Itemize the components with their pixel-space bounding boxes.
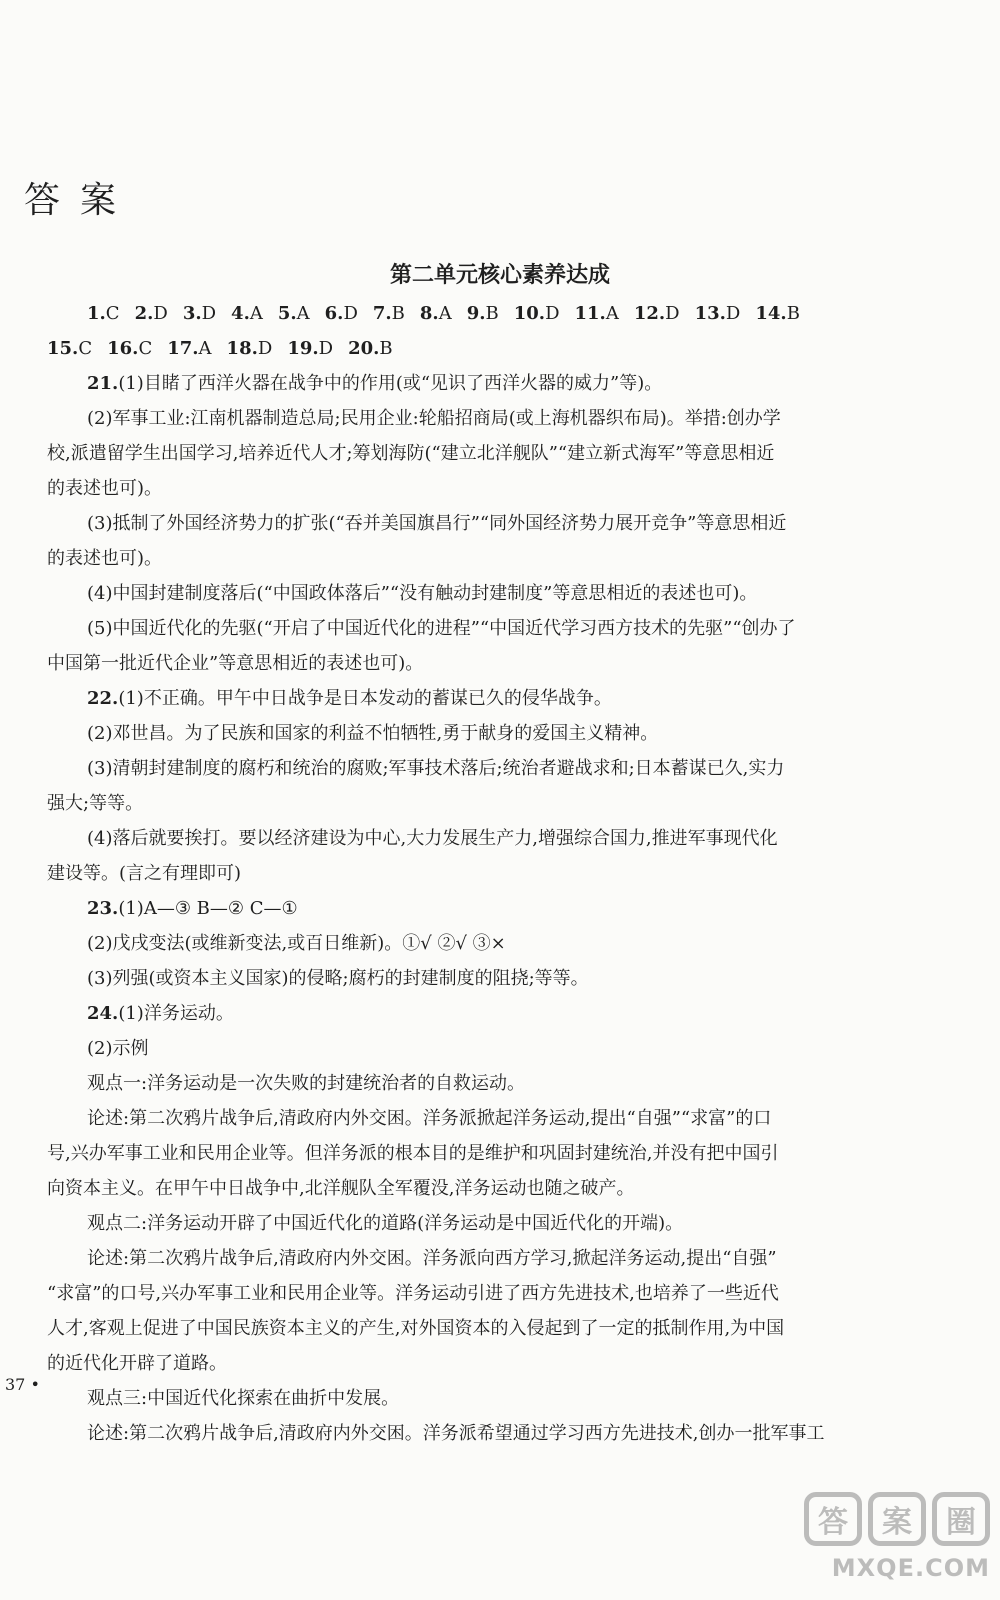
answer-letter: D [545, 303, 560, 324]
question-number: 2. [134, 303, 154, 324]
answer-content [47, 296, 913, 1451]
answer-text: 论述:第二次鸦片战争后,清政府内外交困。洋务派掀起洋务运动,提出“自强”“求富”的口 [87, 1108, 772, 1129]
answer-text: 向资本主义。在甲午中日战争中,北洋舰队全军覆没,洋务运动也随之破产。 [47, 1178, 635, 1199]
answer-line [47, 1101, 913, 1136]
question-number: 8. [419, 303, 439, 324]
choice-answer [231, 296, 263, 331]
answer-letter: D [665, 303, 680, 324]
answer-line [47, 1241, 913, 1276]
answer-letter: A [296, 303, 310, 324]
answer-text: 中国第一批近代企业”等意思相近的表述也可)。 [47, 653, 424, 674]
choice-answer [278, 296, 310, 331]
page-heading: 答案 [24, 180, 137, 221]
answer-letter: D [257, 338, 273, 359]
question-number: 16. [107, 338, 139, 359]
question-number: 10. [513, 303, 546, 324]
answer-text: 的表述也可)。 [47, 548, 163, 569]
watermark-text: MXQE.COM [831, 1554, 990, 1582]
answer-text: 的近代化开辟了道路。 [47, 1353, 227, 1374]
answer-text: (2)示例 [87, 1038, 149, 1059]
answer-letter: A [605, 303, 619, 324]
choice-answer [634, 296, 680, 331]
answer-line [47, 996, 913, 1031]
answer-line [47, 611, 913, 646]
answer-letter: A [438, 303, 452, 324]
choice-answer [420, 296, 452, 331]
choice-answers-row-1 [47, 296, 913, 331]
watermark-glyph: 案 [868, 1492, 926, 1546]
question-number: 1. [87, 303, 106, 324]
answer-line [47, 716, 913, 751]
answer-lines [47, 366, 913, 1451]
choice-answer [755, 296, 800, 331]
answer-letter: A [198, 338, 212, 359]
answer-line [47, 1311, 913, 1346]
watermark-glyphs [804, 1492, 990, 1546]
answer-line [47, 471, 913, 506]
answer-line [47, 786, 913, 821]
answer-line [47, 1136, 913, 1171]
answer-text: 校,派遣留学生出国学习,培养近代人才;筹划海防(“建立北洋舰队”“建立新式海军”等意思相近 [47, 443, 775, 464]
answer-text: 人才,客观上促进了中国民族资本主义的产生,对外国资本的入侵起到了一定的抵制作用,为中国 [47, 1318, 785, 1339]
question-number: 4. [231, 303, 250, 324]
choice-answer [514, 296, 560, 331]
question-number: 11. [574, 303, 606, 324]
page-number: 37 • [5, 1375, 40, 1394]
answer-text: (1)A—③ B—② C—① [118, 898, 298, 919]
watermark-logo [780, 1492, 990, 1582]
choice-answer [167, 331, 211, 366]
question-number: 17. [167, 338, 199, 359]
choice-answer [325, 296, 358, 331]
choice-answer [575, 296, 619, 331]
answer-text: 号,兴办军事工业和民用企业等。但洋务派的根本目的是维护和巩固封建统治,并没有把中国引 [47, 1143, 779, 1164]
answer-text: (2)军事工业:江南机器制造总局;民用企业:轮船招商局(或上海机器织布局)。举措:创办学 [87, 408, 781, 429]
answer-line [47, 681, 913, 716]
choice-answer [183, 296, 216, 331]
answer-text: 的表述也可)。 [47, 478, 163, 499]
choice-answer [87, 296, 120, 331]
answer-letter: C [105, 303, 120, 324]
answer-line [47, 1276, 913, 1311]
choice-answer [287, 331, 333, 366]
question-number: 20. [348, 338, 380, 359]
choice-answer [467, 296, 499, 331]
answer-line [47, 856, 913, 891]
answer-text: (3)抵制了外国经济势力的扩张(“吞并美国旗昌行”“同外国经济势力展开竞争”等意思相近 [87, 513, 787, 534]
answer-line [47, 401, 913, 436]
choice-answer [135, 296, 168, 331]
question-number: 6. [324, 303, 344, 324]
answer-letter: A [249, 303, 263, 324]
answer-text: (2)邓世昌。为了民族和国家的利益不怕牺牲,勇于献身的爱国主义精神。 [87, 723, 659, 744]
question-number: 3. [182, 303, 202, 324]
section-title: 第二单元核心素养达成 [389, 263, 610, 288]
question-number: 22. [87, 688, 119, 709]
question-number: 19. [287, 338, 319, 359]
answer-line [47, 576, 913, 611]
answer-line [47, 891, 913, 926]
watermark-glyph: 圈 [932, 1492, 990, 1546]
answer-letter: D [318, 338, 334, 359]
answer-text: 观点一:洋务运动是一次失败的封建统治者的自救运动。 [87, 1073, 526, 1094]
answer-text: (1)目睹了西洋火器在战争中的作用(或“见识了西洋火器的威力”等)。 [118, 373, 663, 394]
answer-line [47, 646, 913, 681]
answer-text: 论述:第二次鸦片战争后,清政府内外交困。洋务派希望通过学习西方先进技术,创办一批军事工 [87, 1423, 825, 1444]
answer-line [47, 961, 913, 996]
answer-line [47, 541, 913, 576]
answer-text: 观点二:洋务运动开辟了中国近代化的道路(洋务运动是中国近代化的开端)。 [87, 1213, 684, 1234]
choice-answer [373, 296, 405, 331]
answer-text: (3)列强(或资本主义国家)的侵略;腐朽的封建制度的阻挠;等等。 [87, 968, 589, 989]
answer-letter: D [153, 303, 168, 324]
answer-line [47, 1381, 913, 1416]
watermark-glyph: 答 [804, 1492, 862, 1546]
answer-text: (1)不正确。甲午中日战争是日本发动的蓄谋已久的侵华战争。 [118, 688, 612, 709]
answer-line [47, 366, 913, 401]
question-number: 13. [694, 303, 726, 324]
answer-line [47, 1066, 913, 1101]
answer-text: (2)戊戌变法(或维新变法,或百日维新)。①√ ②√ ③× [87, 933, 506, 954]
answer-line [47, 1031, 913, 1066]
answer-text: 观点三:中国近代化探索在曲折中发展。 [87, 1388, 400, 1409]
answer-line [47, 506, 913, 541]
answer-text: 建设等。(言之有理即可) [47, 863, 242, 884]
answer-letter: C [78, 338, 93, 359]
question-number: 24. [87, 1003, 119, 1024]
answer-text: 论述:第二次鸦片战争后,清政府内外交困。洋务派向西方学习,掀起洋务运动,提出“自强” [87, 1248, 777, 1269]
question-number: 15. [47, 338, 79, 359]
choice-answer [348, 331, 393, 366]
answer-text: (4)中国封建制度落后(“中国政体落后”“没有触动封建制度”等意思相近的表述也可)。 [87, 583, 758, 604]
choice-answer [107, 331, 152, 366]
question-number: 12. [633, 303, 666, 324]
answer-line [47, 436, 913, 471]
answer-text: “求富”的口号,兴办军事工业和民用企业等。洋务运动引进了西方先进技术,也培养了一些近代 [47, 1283, 779, 1304]
question-number: 14. [755, 303, 787, 324]
question-number: 7. [372, 303, 392, 324]
answer-letter: B [391, 303, 405, 324]
answer-text: (1)洋务运动。 [118, 1003, 234, 1024]
answer-text: (5)中国近代化的先驱(“开启了中国近代化的进程”“中国近代学习西方技术的先驱”“创办了 [87, 618, 796, 639]
answer-letter: D [343, 303, 358, 324]
choice-answers-row-2 [47, 331, 913, 366]
answer-line [47, 1416, 913, 1451]
answer-line [47, 821, 913, 856]
answer-letter: B [379, 338, 393, 359]
answer-letter: D [725, 303, 741, 324]
answer-letter: D [201, 303, 217, 324]
answer-line [47, 1171, 913, 1206]
choice-answer [227, 331, 273, 366]
answer-letter: B [786, 303, 800, 324]
answer-line [47, 926, 913, 961]
question-number: 21. [87, 373, 119, 394]
answer-text: (4)落后就要挨打。要以经济建设为中心,大力发展生产力,增强综合国力,推进军事现代化 [87, 828, 778, 849]
choice-answer [695, 296, 741, 331]
question-number: 5. [277, 303, 297, 324]
question-number: 9. [466, 303, 486, 324]
answer-line [47, 1206, 913, 1241]
question-number: 18. [226, 338, 258, 359]
choice-answer [47, 331, 92, 366]
answer-line [47, 751, 913, 786]
answer-letter: B [485, 303, 499, 324]
answer-letter: C [138, 338, 153, 359]
answer-line [47, 1346, 913, 1381]
answer-text: 强大;等等。 [47, 793, 144, 814]
answer-text: (3)清朝封建制度的腐朽和统治的腐败;军事技术落后;统治者避战求和;日本蓄谋已久,实力 [87, 758, 785, 779]
question-number: 23. [87, 898, 119, 919]
